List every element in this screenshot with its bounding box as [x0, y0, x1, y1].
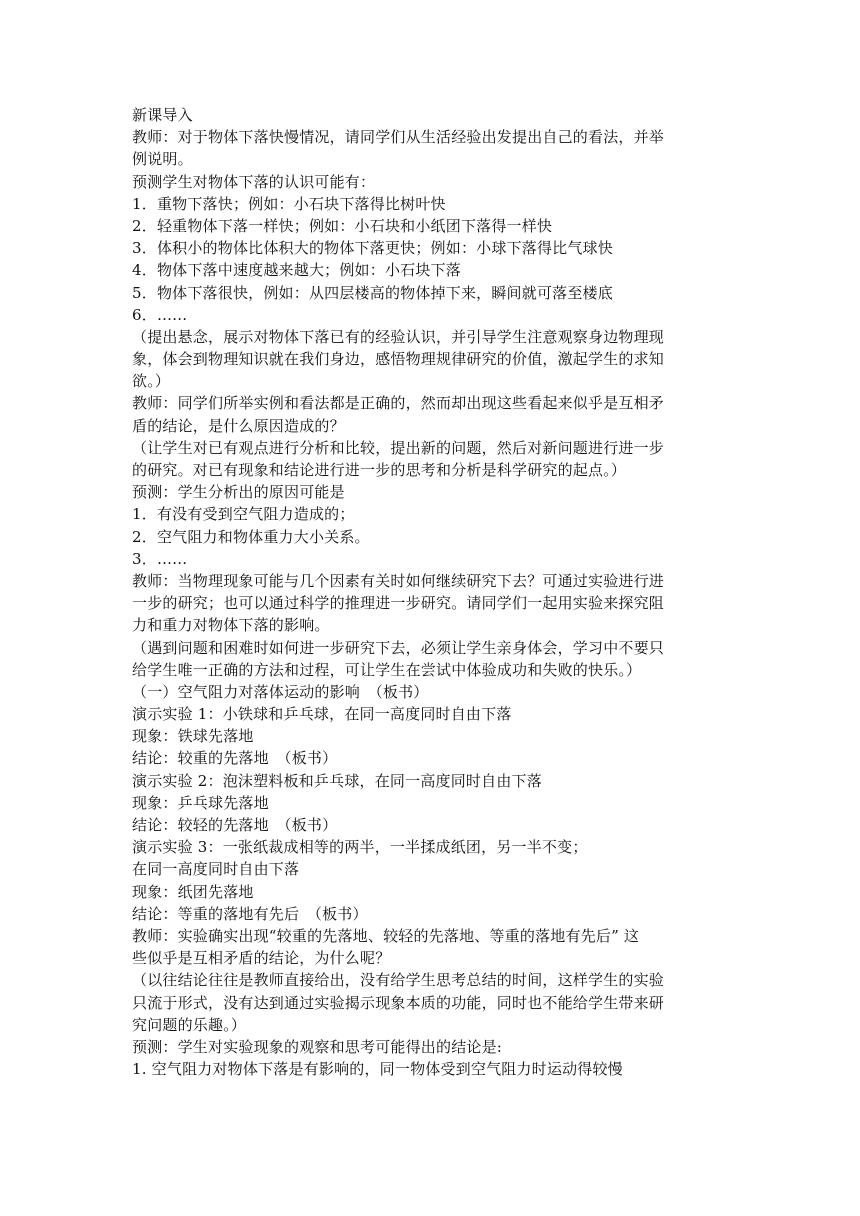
text-line: 现象：乒乓球先落地: [132, 793, 269, 812]
text-line: 演示实验 1：小铁球和乒乓球，在同一高度同时自由下落: [132, 705, 512, 724]
text-line-heading: 新课导入: [132, 106, 193, 124]
text-line: 预测：学生分析出的原因可能是: [132, 483, 345, 502]
text-line: 教师：同学们所举实例和看法都是正确的，然而却出现这些看起来似乎是互相矛: [132, 394, 665, 413]
text-line: （遇到问题和困难时如何进一步研究下去，必须让学生亲身体会，学习中不要只: [132, 638, 665, 657]
text-line: 结论：较轻的先落地 （板书）: [132, 816, 338, 834]
text-line: （提出悬念，展示对物体下落已有的经验认识，并引导学生注意观察身边物理现: [132, 327, 665, 346]
text-line: 教师：当物理现象可能与几个因素有关时如何继续研究下去？可通过实验进行进: [132, 571, 665, 590]
text-line: 现象：纸团先落地: [132, 882, 254, 901]
list-item: 3．……: [132, 549, 188, 568]
list-item: 1．重物下落快；例如：小石块下落得比树叶快: [132, 194, 446, 213]
text-line: 象，体会到物理知识就在我们身边，感悟物理规律研究的价值，激起学生的求知: [132, 350, 665, 369]
text-line: 在同一高度同时自由下落: [132, 860, 300, 879]
text-line: 教师：对于物体下落快慢情况，请同学们从生活经验出发提出自己的看法，并举: [132, 128, 665, 147]
list-item: 2．空气阻力和物体重力大小关系。: [132, 527, 370, 546]
text-line: （以往结论往往是教师直接给出，没有给学生思考总结的时间，这样学生的实验: [132, 971, 665, 990]
text-line: 只流于形式，没有达到通过实验揭示现象本质的功能，同时也不能给学生带来研: [132, 993, 665, 1012]
text-line: 演示实验 3：一张纸裁成相等的两半，一半揉成纸团，另一半不变；: [132, 838, 588, 857]
text-line: 些似乎是互相矛盾的结论，为什么呢？: [132, 949, 391, 968]
text-line: 结论：较重的先落地 （板书）: [132, 749, 338, 768]
section-heading: （一）空气阻力对落体运动的影响 （板书）: [132, 682, 429, 701]
text-line: 结论：等重的落地有先后 （板书）: [132, 904, 368, 923]
text-line: 力和重力对物体下落的影响。: [132, 616, 330, 635]
document-body: [132, 104, 732, 1080]
text-line: 的研究。对已有现象和结论进行进一步的思考和分析是科学研究的起点。）: [132, 461, 627, 479]
list-item: 4．物体下落中速度越来越大；例如：小石块下落: [132, 261, 461, 280]
list-item: 1．有没有受到空气阻力造成的；: [132, 505, 355, 524]
text-line: 给学生唯一正确的方法和过程，可让学生在尝试中体验成功和失败的快乐。）: [132, 660, 642, 679]
text-line: （让学生对已有观点进行分析和比较，提出新的问题，然后对新问题进行进一步: [132, 438, 665, 457]
text-line: 预测：学生对实验现象的观察和思考可能得出的结论是:: [132, 1037, 503, 1056]
text-line: 一步的研究；也可以通过科学的推理进一步研究。请同学们一起用实验来探究阻: [132, 594, 665, 613]
text-line: 演示实验 2：泡沫塑料板和乒乓球，在同一高度同时自由下落: [132, 771, 542, 790]
text-line: 盾的结论，是什么原因造成的？: [132, 416, 345, 435]
text-line: 究问题的乐趣。）: [132, 1015, 247, 1034]
text-line: 预测学生对物体下落的认识可能有：: [132, 172, 376, 191]
list-item: 3．体积小的物体比体积大的物体下落更快；例如：小球下落得比气球快: [132, 239, 613, 258]
list-item: 1. 空气阻力对物体下落是有影响的，同一物体受到空气阻力时运动得较慢: [132, 1060, 623, 1079]
text-line: 现象：铁球先落地: [132, 727, 254, 746]
text-line: 教师：实验确实出现“较重的先落地、较轻的先落地、等重的落地有先后” 这: [132, 926, 640, 945]
text-line: 例说明。: [132, 150, 193, 169]
text-line: 欲。）: [132, 372, 171, 391]
list-item: 6．……: [132, 305, 188, 324]
list-item: 5．物体下落很快，例如：从四层楼高的物体掉下来，瞬间就可落至楼底: [132, 283, 613, 302]
list-item: 2．轻重物体下落一样快；例如：小石块和小纸团下落得一样快: [132, 216, 553, 235]
